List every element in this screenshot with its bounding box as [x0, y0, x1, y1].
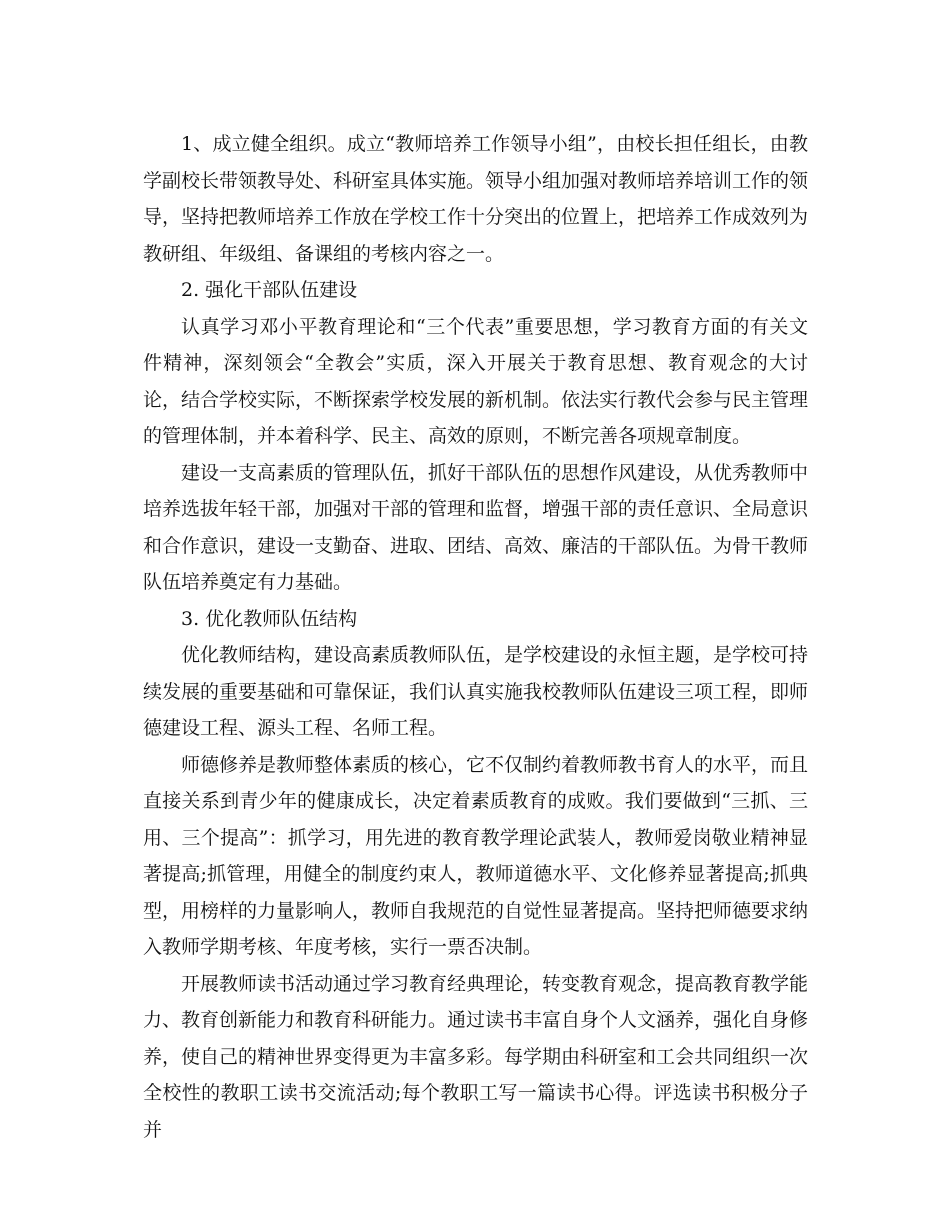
paragraph-teacher-ethics: 师德修养是教师整体素质的核心，它不仅制约着教师教书育人的水平，而且直接关系到青少年的健康成长，决定着素质教育的成败。我们要做到“三抓、三用、三个提高”：抓学习，用先进的教育教学理论武装人，教师爱岗敬业精神显著提高;抓管理，用健全的制度约束人，教师道德水平、文化修养显著提高;抓典型，用榜样的力量影响人，教师自我规范的自觉性显著提高。坚持把师德要求纳入教师学期考核、年度考核，实行一票否决制。	[143, 753, 809, 958]
paragraph-optimize-structure: 优化教师结构，建设高素质教师队伍，是学校建设的永恒主题，是学校可持续发展的重要基础和可靠保证，我们认真实施我校教师队伍建设三项工程，即师德建设工程、源头工程、名师工程。	[143, 644, 809, 739]
paragraph-organization: 1、成立健全组织。成立“教师培养工作领导小组”，由校长担任组长，由教学副校长带领教导处、科研室具体实施。领导小组加强对教师培养培训工作的领导，坚持把教师培养工作放在学校工作十分突出的位置上，把培养工作成效列为教研组、年级组、备课组的考核内容之一。	[143, 133, 809, 265]
section-heading-cadre-team: 2. 强化干部队伍建设	[181, 279, 358, 301]
paragraph-management-team: 建设一支高素质的管理队伍，抓好干部队伍的思想作风建设，从优秀教师中培养选拔年轻干部，加强对干部的管理和监督，增强干部的责任意识、全局意识和合作意识，建设一支勤奋、进取、团结、高效、廉洁的干部队伍。为骨干教师队伍培养奠定有力基础。	[143, 461, 809, 593]
document-body	[143, 126, 808, 1148]
section-heading-teacher-structure: 3. 优化教师队伍结构	[181, 607, 358, 630]
paragraph-reading-activity: 开展教师读书活动通过学习教育经典理论，转变教育观念，提高教育教学能力、教育创新能力和教育科研能力。通过读书丰富自身个人文涵养，强化自身修养，使自己的精神世界变得更为丰富多彩。每学期由科研室和工会共同组织一次全校性的教职工读书交流活动;每个教职工写一篇读书心得。评选读书积极分子并	[143, 972, 809, 1141]
paragraph-study-theory: 认真学习邓小平教育理论和“三个代表”重要思想，学习教育方面的有关文件精神，深刻领会“全教会”实质，深入开展关于教育思想、教育观念的大讨论，结合学校实际，不断探索学校发展的新机制。依法实行教代会参与民主管理的管理体制，并本着科学、民主、高效的原则，不断完善各项规章制度。	[143, 315, 809, 447]
